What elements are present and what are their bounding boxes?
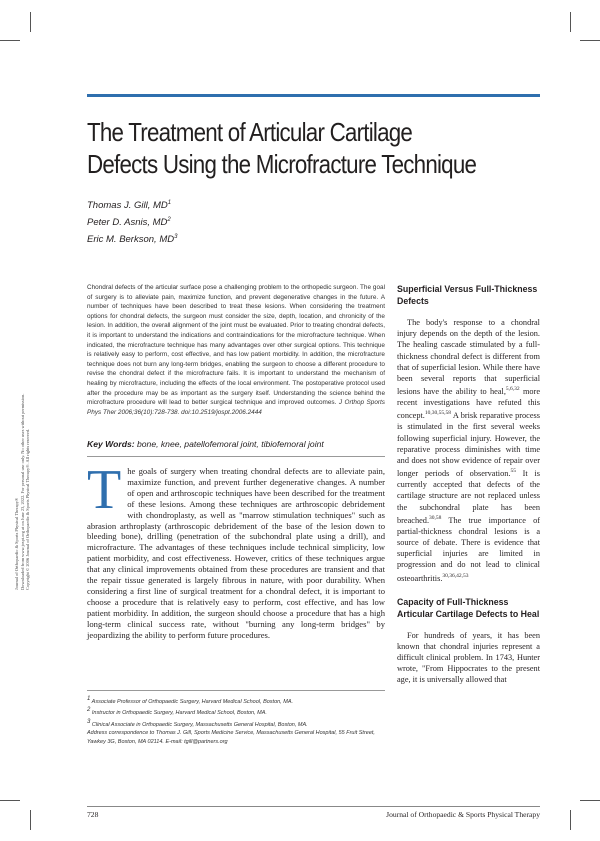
intro-paragraph (87, 459, 385, 641)
abstract (87, 283, 385, 417)
header-rule (87, 94, 540, 97)
download-sidebar (14, 350, 30, 590)
section-heading: Superficial Versus Full-Thickness Defects (397, 284, 538, 306)
title-line-1: The Treatment of Articular Cartilage (87, 117, 413, 147)
author-list (87, 196, 177, 247)
title-line-2: Defects Using the Microfracture Technique (87, 149, 477, 179)
crop-mark (580, 40, 600, 41)
crop-mark (570, 810, 571, 830)
article-title (87, 116, 483, 180)
crop-mark (580, 800, 600, 801)
sidebar-text: Journal of Orthopaedic & Sports Physical Therapy® Downloaded from www.jospt.org at on June 23, 2022. For personal use only. No other uses without permission. Copyright © 2006 Journal of Orthopaedic & Sports Physical Therapy®. All rights reserved. (14, 393, 30, 590)
keywords (87, 439, 387, 449)
crop-mark (0, 40, 20, 41)
footnote-correspondence: Address correspondence to Thomas J. Gill, Sports Medicine Service, Massachusetts General Hospital, 55 Fruit Street, Yawkey 3G, Boston, MA 02114. E-mail: tgill@partners.org (87, 730, 375, 745)
crop-mark (0, 800, 20, 801)
crop-mark (30, 810, 31, 830)
section-paragraph: For hundreds of years, it has been known that chondral injuries represent a difficult clinical problem. In 1743, Hunter wrote, "From Hippocrates to the present age, it is universally allowed that (397, 630, 540, 685)
footnote: $^1$ Associate Professor of Orthopaedic Surgery, Harvard Medical School, Boston, MA. (87, 696, 294, 705)
crop-mark (30, 12, 31, 32)
section-paragraph: The body's response to a chondral injury depends on the depth of the lesion. The healing cascade stimulated by a full-thickness chondral defect is different from that of superficial lesion. While there have been several reports that superficial lesions have the ability to heal,$^{5,6,32}$ more recent investigations have refuted this concept.$^{10,30,55,58}$ A brisk reparative process is stimulated in the first several weeks following superficial injury. However, the reparative process diminishes with time and does not show evidence of repair over longer periods of observation.$^{55}$ It is currently accepted that defects of the cartilage structure are not replaced unless the subchondral plate has been breached.$^{30,58}$ The true importance of partial-thickness chondral lesions is a source of debate. There is evidence that superficial injuries are limited in progression and do not lead to clinical osteoarthritis.$^{30,36,42,53}$ (397, 318, 541, 583)
abstract-citation: J Orthop Sports Phys Ther 2006;36(10):728-738. doi:10.2519/jospt.2006.2444 (87, 399, 385, 416)
keywords-value: bone, knee, patellofemoral joint, tibiofemoral joint (136, 439, 324, 449)
author: Peter D. Asnis, $MD^2$ (87, 217, 171, 229)
journal-name: Journal of Orthopaedic & Sports Physical Therapy (386, 810, 540, 819)
section-heading: Capacity of Full-Thickness Articular Cartilage Defects to Heal (397, 596, 540, 619)
crop-mark (570, 12, 571, 32)
keywords-label: Key Words: (87, 439, 135, 449)
author: Eric M. Berkson, $MD^3$ (87, 234, 178, 246)
abstract-text: Chondral defects of the articular surface pose a challenging problem to the orthopedic surgeon. The goal of surgery is to alleviate pain, maximize function, and prevent degenerative changes in the future. A number of techniques have been described to treat these lesions. When considering the treatment options for chondral defects, the surgeon must consider the size, depth, location, and chronicity of the lesion. In addition, the overall alignment of the joint must be evaluated. Prior to treating chondral defects, it is important to understand the indications and contraindications for the microfracture technique. When indicated, the microfracture technique has many advantages over other surgical options. This technique is relatively easy to perform, cost effective, and has low patient morbidity. In addition, the microfracture technique does not burn any long-term bridges, enabling the surgeon to choose a different procedure to revise the chondral defect if the microfracture fails. It is important to understand the mechanism of healing by microfracture, including the effects of the local environment. The postoperative protocol used after the procedure may be as important as the surgery itself. Understanding the science behind the microfracture procedure will lead to better surgical technique and improved outcomes. (87, 284, 385, 407)
footnotes (87, 695, 385, 746)
footnote-divider (87, 690, 385, 691)
section-divider (87, 456, 385, 457)
footnote: $^3$ Clinical Associate in Orthopaedic Surgery, Massachusetts General Hospital, Boston, MA. (87, 718, 308, 728)
drop-cap: T (87, 459, 122, 521)
right-column (397, 283, 540, 686)
footnote: $^2$ Instructor in Orthopaedic Surgery, Harvard Medical School, Boston, MA. (87, 707, 267, 717)
page-number: 728 (87, 810, 99, 819)
intro-text: he goals of surgery when treating chondral defects are to alleviate pain, maximize function, and prevent further degenerative changes. A number of open and arthroscopic techniques have been described for the treatment of these lesions. Among these techniques are arthroscopic debridement with chondroplasty, as well as "marrow stimulation techniques" such as abrasion arthroplasty (arthroscopic debridement of the base of the lesion down to bleeding bone), drilling (penetration of the subchondral plate using a drill), and microfracture. The advantages of these techniques include technical simplicity, low patient morbidity, and cost effectiveness. However, critics of these techniques argue that any clinical improvements obtained from these procedures are transient and that the repair tissue generated is largely fibrous in nature, with poor durability. When considering a first line of surgical treatment for a chondral defect, it is important to choose a procedure that is relatively easy to perform, cost effective, and has low patient morbidity. In addition, the surgeon should choose a procedure that has a high long-term clinical success rate, without "burning any long-term bridges" by jeopardizing the ability to perform future procedures. (87, 466, 385, 640)
footer-rule (87, 806, 540, 807)
author: Thomas J. Gill, $MD^1$ (87, 200, 172, 212)
